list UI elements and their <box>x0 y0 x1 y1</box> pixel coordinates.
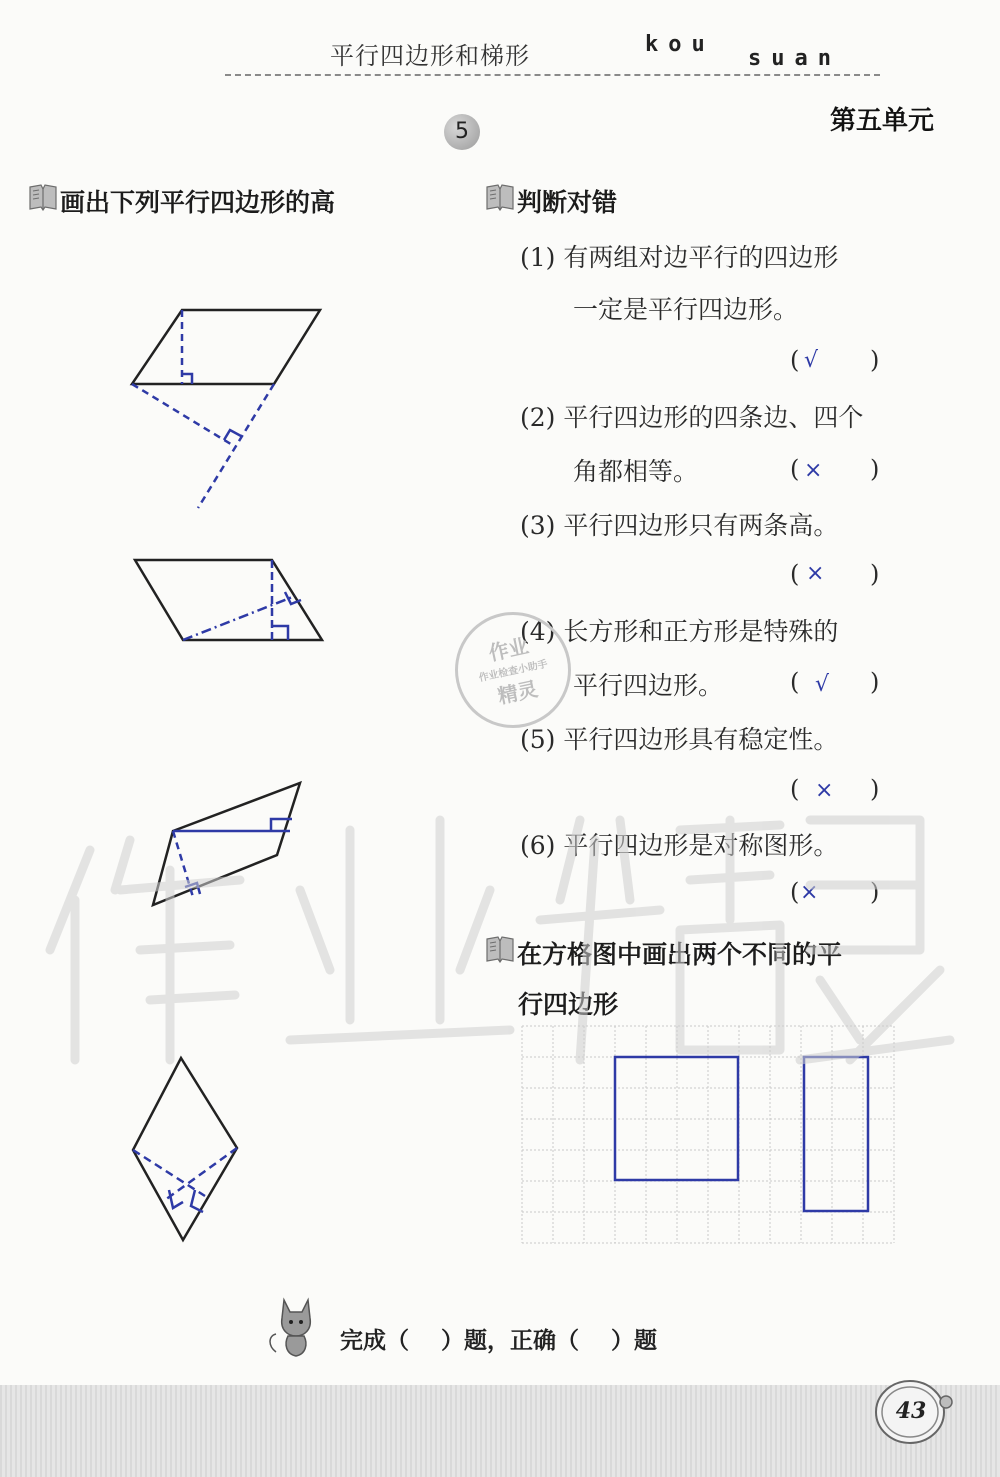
answer-paren-open: ( <box>790 346 800 374</box>
pinyin-suan: suan <box>748 46 841 71</box>
question-text: 平行四边形是对称图形。 <box>563 831 839 860</box>
stamp-middle-text: 作业检查小助手 <box>477 658 549 685</box>
handwritten-answer-1: √ <box>804 348 819 373</box>
answer-paren-close: ) <box>870 560 880 588</box>
question-number: (1) <box>520 243 556 272</box>
question-text: 平行四边形只有两条高。 <box>563 511 839 540</box>
handwritten-answer-2: × <box>804 458 823 483</box>
watermark-logo <box>20 740 960 1080</box>
question-number: (2) <box>520 403 556 432</box>
answer-paren-close: ) <box>870 668 880 696</box>
question-text: 平行四边形具有稳定性。 <box>563 725 839 754</box>
answer-paren-open: ( <box>790 455 800 483</box>
parallelogram-figure-2 <box>125 550 335 650</box>
answer-paren-open: ( <box>790 560 800 588</box>
handwritten-answer-4: √ <box>815 672 830 697</box>
bottom-band <box>0 1385 1000 1477</box>
question-4-line2: 平行四边形。 <box>573 671 724 700</box>
stamp-bottom-text: 精灵 <box>495 676 540 709</box>
question-text: 平行四边形的四条边、四个 <box>563 403 864 432</box>
question-text: 长方形和正方形是特殊的 <box>563 617 839 646</box>
section-title-text: 画出下列平行四边形的高 <box>60 188 336 217</box>
stamp-top-text: 作业 <box>486 633 531 666</box>
section-title-grid-line2: 行四边形 <box>518 990 619 1019</box>
section-title-true-false <box>485 183 617 219</box>
pinyin-kou: kou <box>645 32 715 57</box>
question-4 <box>520 612 838 648</box>
question-1-line2: 一定是平行四边形。 <box>573 295 799 324</box>
chapter-title: 平行四边形和梯形 <box>330 42 530 70</box>
rhombus-figure-4 <box>125 1050 245 1250</box>
handwritten-answer-3: × <box>806 561 825 586</box>
answer-paren-open: ( <box>790 775 800 803</box>
header-divider <box>225 74 880 76</box>
parallelogram-figure-1 <box>120 300 340 520</box>
handwritten-answer-5: × <box>815 778 834 803</box>
section-title-text: 在方格图中画出两个不同的平 <box>517 940 843 969</box>
question-2 <box>520 398 863 434</box>
answer-paren-close: ) <box>870 878 880 906</box>
book-icon <box>485 183 515 211</box>
question-number: (5) <box>520 725 556 754</box>
cat-icon <box>262 1290 332 1360</box>
answer-paren-close: ) <box>870 775 880 803</box>
question-number: (3) <box>520 511 556 540</box>
answer-paren-open: ( <box>790 878 800 906</box>
question-number: (4) <box>520 617 556 646</box>
answer-paren-close: ) <box>870 346 880 374</box>
section-title-draw-heights <box>28 183 335 219</box>
question-3 <box>520 506 838 542</box>
book-icon <box>28 183 58 211</box>
drawn-rectangle <box>804 1057 868 1211</box>
section-title-text: 判断对错 <box>517 188 618 217</box>
answer-paren-open: ( <box>790 668 800 696</box>
handwritten-answer-6: × <box>800 880 819 905</box>
question-text: 有两组对边平行的四边形 <box>563 243 839 272</box>
lesson-number-badge: 5 <box>444 114 480 150</box>
page-number: 43 <box>895 1398 927 1424</box>
answer-paren-close: ) <box>870 455 880 483</box>
completion-count: 完成（ ）题，正确（ ）题 <box>340 1328 658 1354</box>
question-2-line2: 角都相等。 <box>573 457 699 486</box>
question-1 <box>520 238 838 274</box>
question-number: (6) <box>520 831 556 860</box>
unit-title: 第五单元 <box>830 106 935 136</box>
